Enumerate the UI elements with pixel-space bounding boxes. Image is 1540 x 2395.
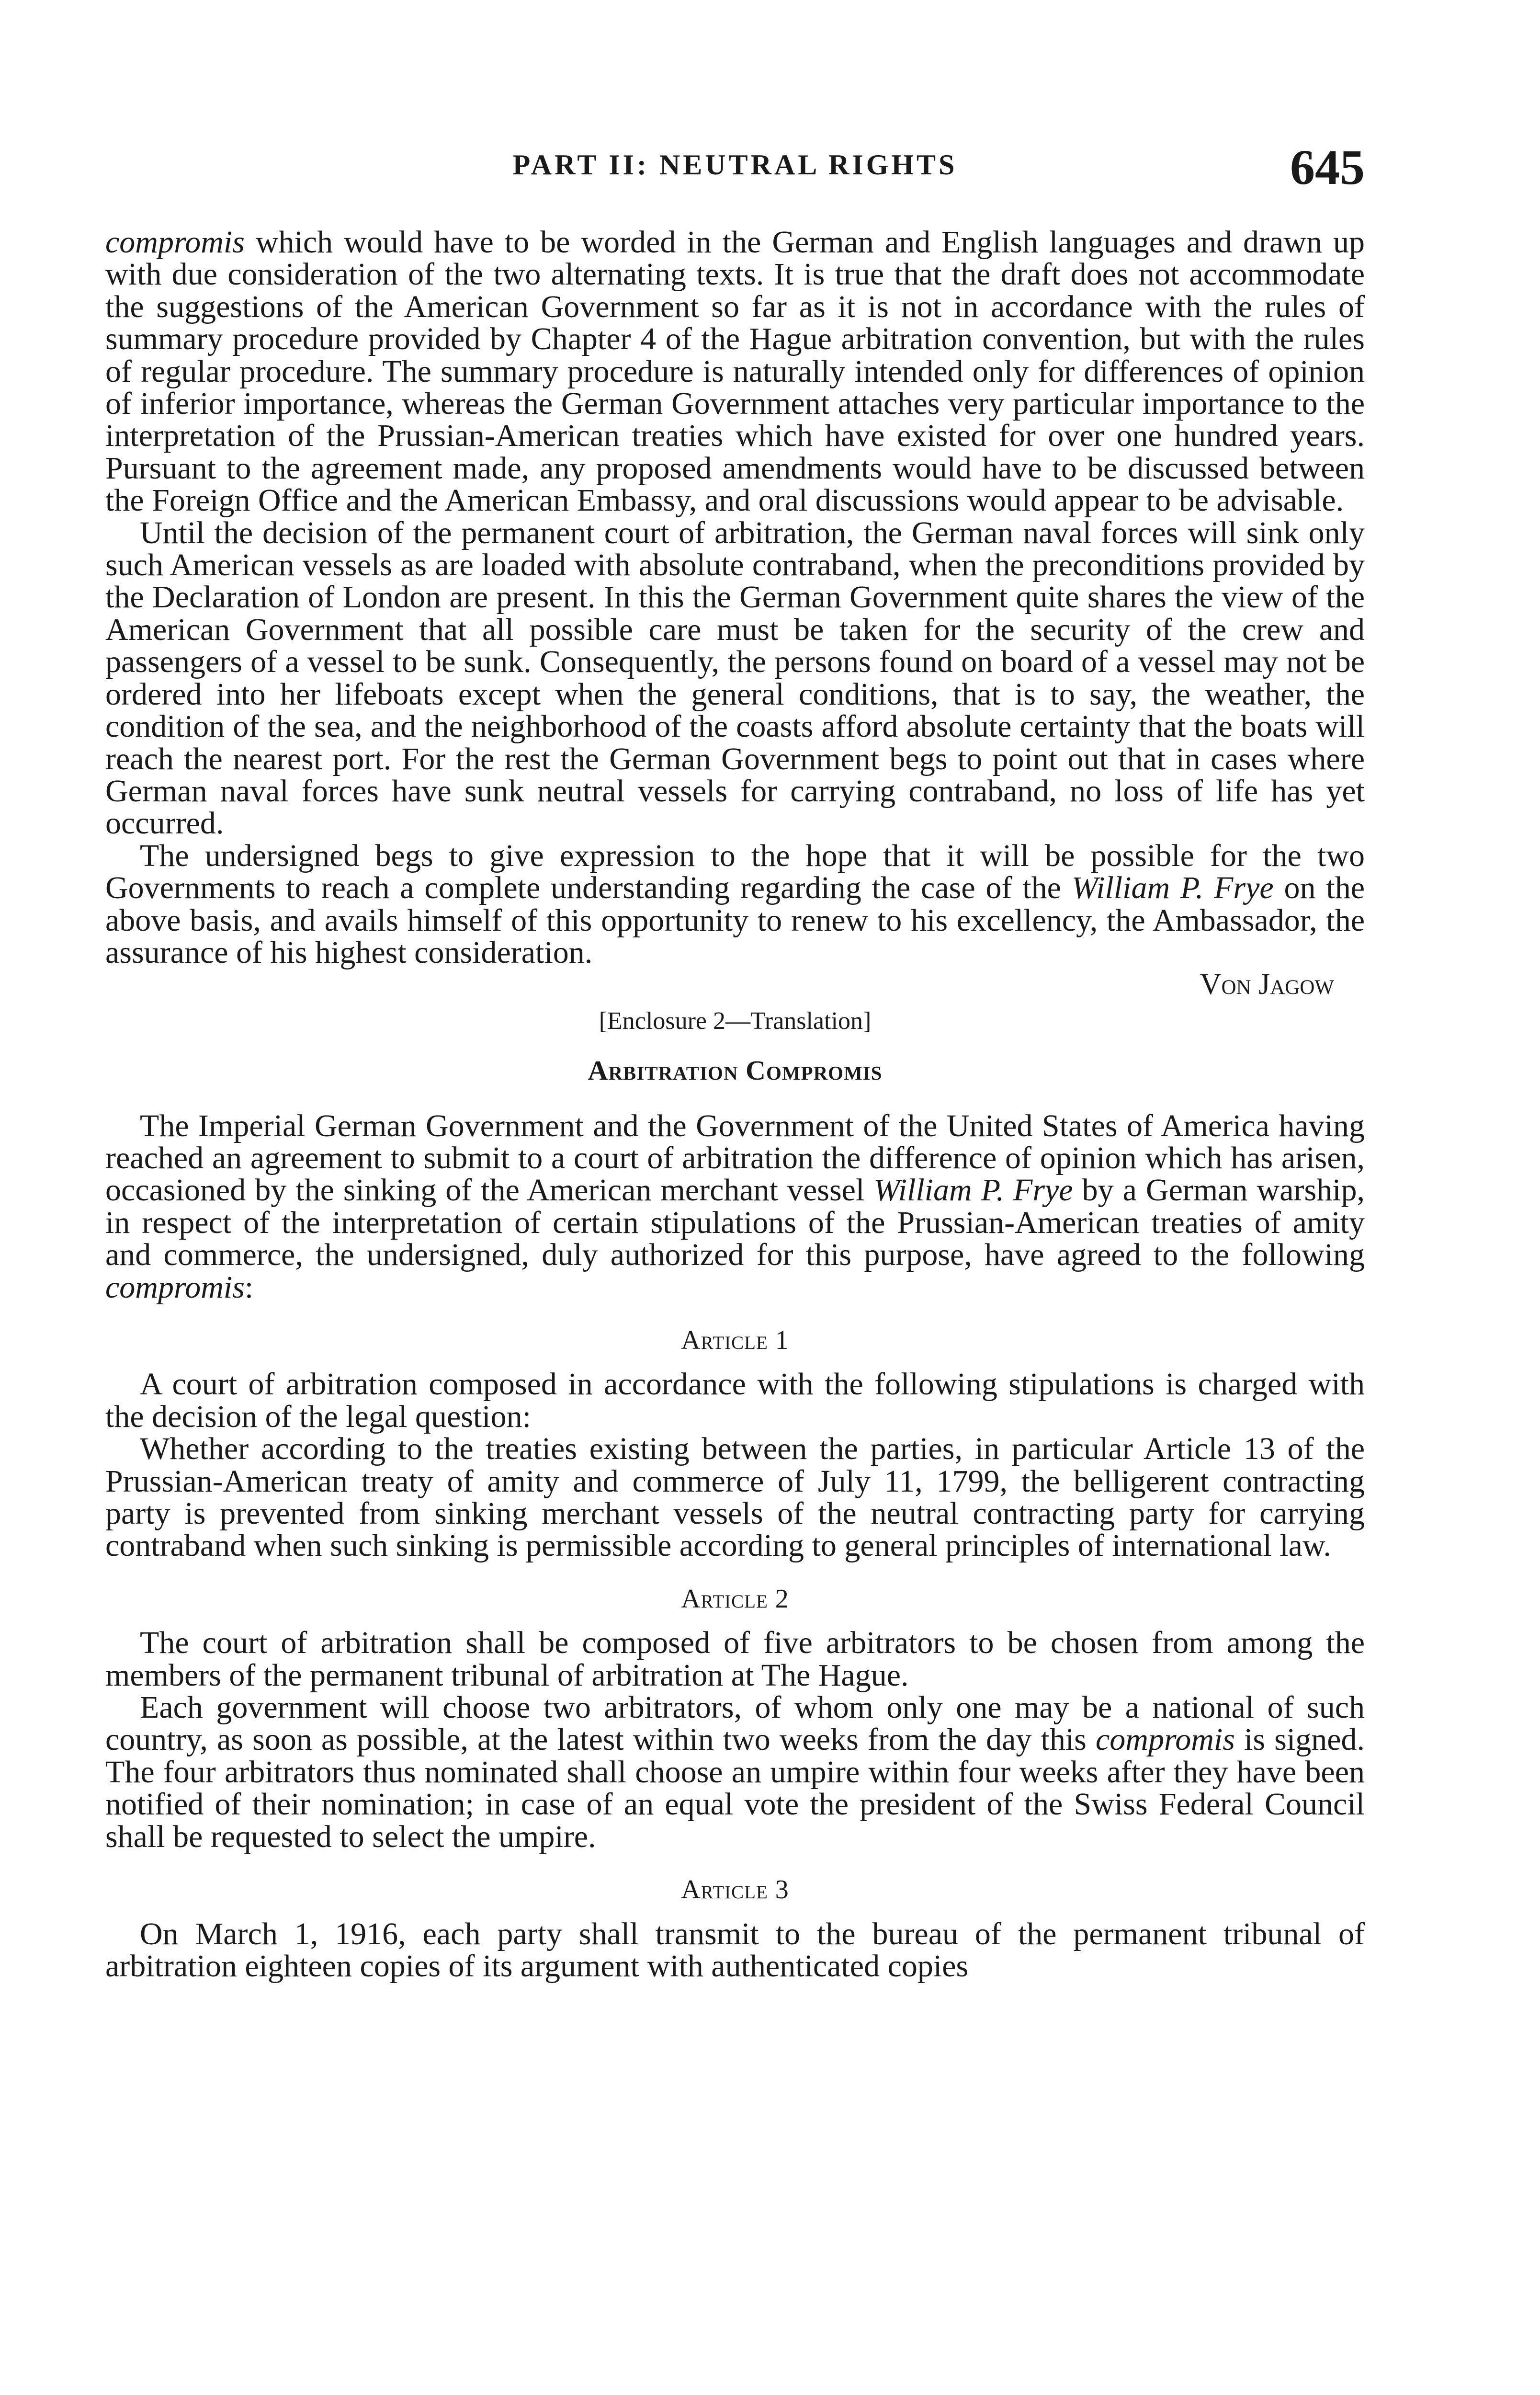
paragraph-text: : xyxy=(244,1269,254,1305)
paragraph-text: The Imperial German Government and the Government of the United States of America having reached an agreement to submit to a court of arbitration the difference of opinion which has arisen, occasioned by the sinking of the American merchant vessel xyxy=(105,1108,1365,1208)
article-2-paragraph-1: The court of arbitration shall be composed of five arbitrators to be chosen from among the members of the permanent tribunal of arbitration at The Hague. xyxy=(105,1625,1365,1693)
signature: Von Jagow xyxy=(1200,968,1334,1001)
article-1-paragraph-2: Whether according to the treaties existing between the parties, in particular Article 13 of the Prussian-American treaty of amity and commerce of July 11, 1799, the belligerent contracting party is prevented from sinking merchant vessels of the neutral contracting party for carrying contraband when such sinking is permissible according to general principles of international law. xyxy=(105,1431,1365,1563)
running-title: PART II: NEUTRAL RIGHTS xyxy=(512,149,958,181)
italic-term: compromis xyxy=(1096,1722,1235,1757)
article-2-heading: Article 2 xyxy=(681,1584,789,1614)
paragraph-text: is signed. The four arbitrators thus nominated shall choose an umpire within four weeks after they have been notified of their nomination; in case of an equal vote the president of the Swiss Federal Council shall be requested to select the umpire. xyxy=(105,1722,1365,1854)
page-number: 645 xyxy=(1290,140,1365,195)
italic-term: compromis xyxy=(105,1269,245,1305)
paragraph-text: which would have to be worded in the German and English languages and drawn up with due consideration of the two alternating texts. It is true that the draft does not accommodate the suggestions of the American Government so far as it is not in accordance with the rules of summary procedure provided by Chapter 4 of the Hague arbitration convention, but with the rules of regular procedure. The summary procedure is naturally intended only for differences of opinion of inferior importance, whereas the German Government attaches very particular importance to the interpretation of the Prussian-American treaties which have existed for over one hundred years. Pursuant to the agreement made, any proposed amendments would have to be discussed between the Foreign Office and the American Embassy, and oral discussions would appear to be advisable. xyxy=(105,225,1365,518)
compromis-title: Arbitration Compromis xyxy=(588,1055,883,1086)
vessel-name: William P. Frye xyxy=(873,1173,1073,1208)
letter-paragraph-3 xyxy=(105,840,1365,969)
running-head xyxy=(105,139,1365,195)
article-2-paragraph-2 xyxy=(105,1691,1365,1853)
paragraph-text: by a German warship, in respect of the interpretation of certain stipulations of the Prussian-American treaties of amity and commerce, the undersigned, duly authorized for this purpose, have agreed to the following xyxy=(105,1173,1365,1273)
article-1-heading: Article 1 xyxy=(681,1325,789,1355)
paragraph-text: The undersigned begs to give expression to the hope that it will be possible for the two Governments to reach a complete understanding regarding the case of the xyxy=(105,838,1365,906)
preamble-paragraph xyxy=(105,1110,1365,1303)
letter-paragraph-1 xyxy=(105,226,1365,517)
italic-term: compromis xyxy=(105,225,245,260)
article-3-paragraph-1: On March 1, 1916, each party shall transmit to the bureau of the permanent tribunal of arbitration eighteen copies of its argument with authenticated copies xyxy=(105,1916,1365,1984)
article-1-paragraph-1: A court of arbitration composed in accordance with the following stipulations is charged with the decision of the legal question: xyxy=(105,1367,1365,1434)
vessel-name: William P. Frye xyxy=(1071,870,1274,906)
paragraph-text: on the above basis, and avails himself of this opportunity to renew to his excellency, the Ambassador, the assurance of his highest consideration. xyxy=(105,870,1365,970)
paragraph-text: Each government will choose two arbitrators, of whom only one may be a national of such country, as soon as possible, at the latest within two weeks from the day this xyxy=(105,1690,1365,1757)
enclosure-label: [Enclosure 2—Translation] xyxy=(599,1007,872,1035)
body-text xyxy=(105,226,1365,1982)
article-3-heading: Article 3 xyxy=(681,1875,789,1905)
letter-paragraph-2: Until the decision of the permanent court of arbitration, the German naval forces will sink only such American vessels as are loaded with absolute contraband, when the preconditions provided by the Declaration of London are present. In this the German Government quite shares the view of the American Government that all possible care must be taken for the security of the crew and passengers of a vessel to be sunk. Consequently, the persons found on board of a vessel may not be ordered into her lifeboats except when the general conditions, that is to say, the weather, the condition of the sea, and the neighborhood of the coasts afford absolute certainty that the boats will reach the nearest port. For the rest the German Government begs to point out that in cases where German naval forces have sunk neutral vessels for carrying contraband, no loss of life has yet occurred. xyxy=(105,515,1365,841)
